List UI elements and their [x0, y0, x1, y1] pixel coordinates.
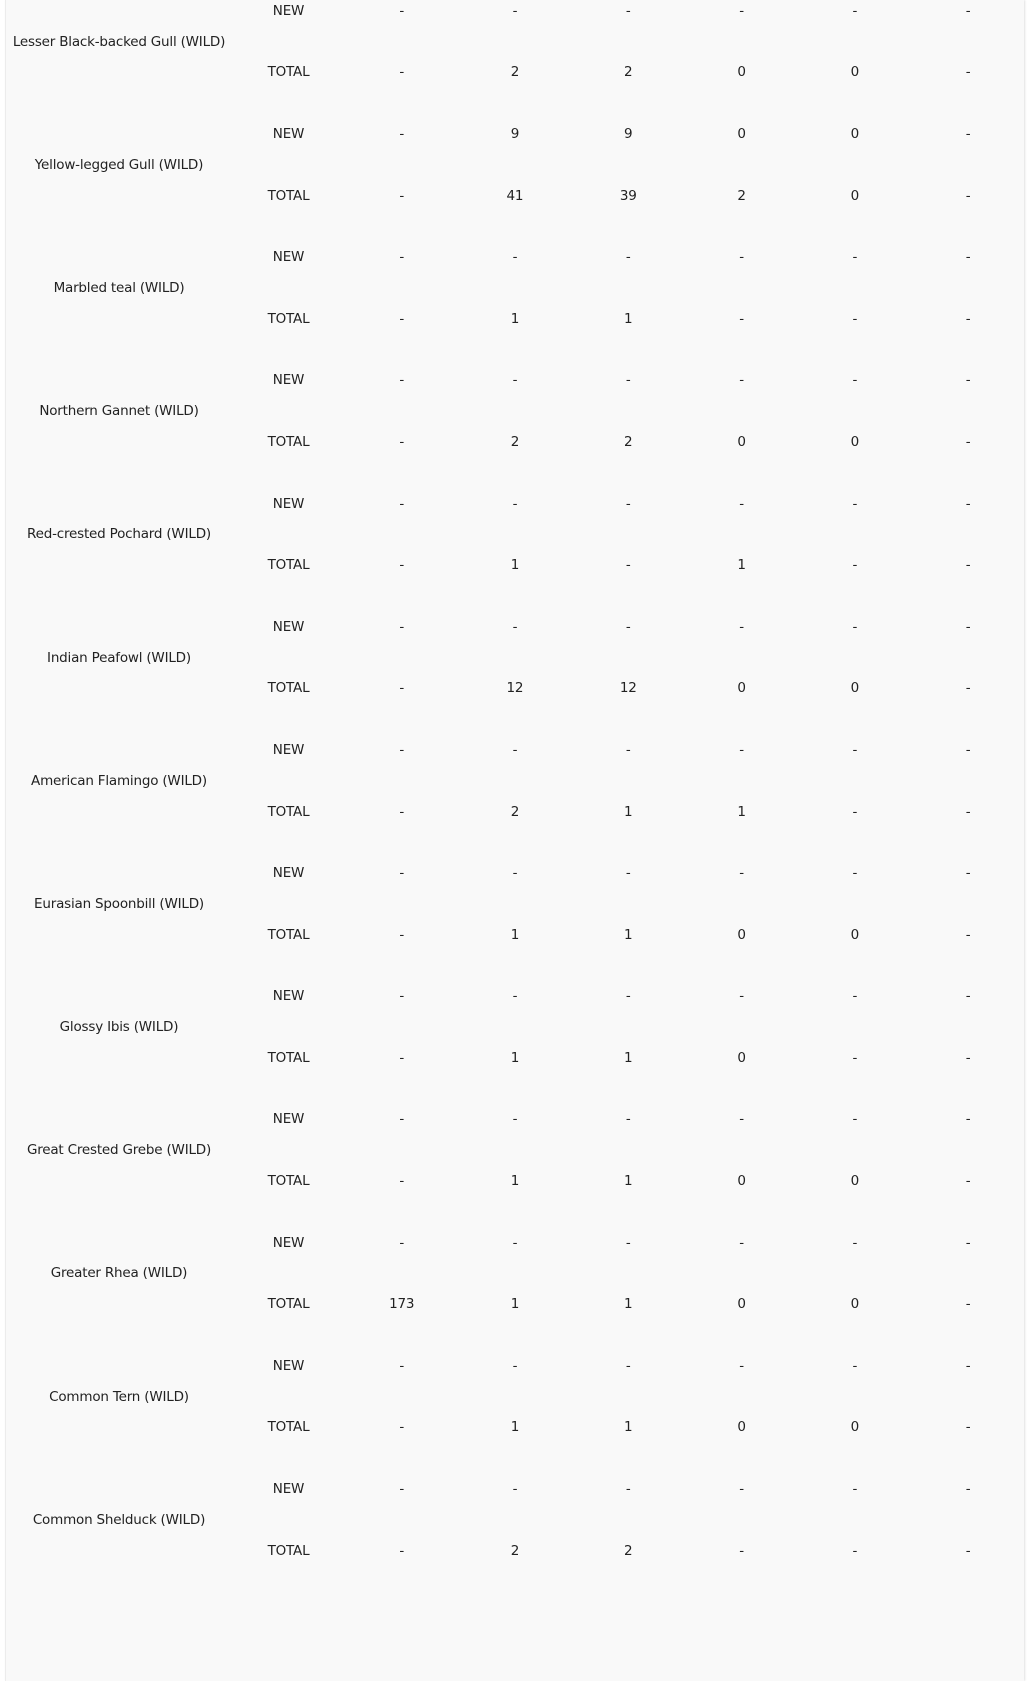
table-row-new [6, 596, 1025, 658]
total-value-cell: - [399, 310, 404, 327]
total-value-cell: 1 [624, 1419, 633, 1436]
total-label: TOTAL [267, 557, 310, 574]
total-value-cell: 0 [850, 187, 860, 204]
new-value-cell: - [512, 1481, 518, 1498]
new-value-cell: - [965, 1111, 971, 1128]
new-value-cell: - [625, 618, 631, 635]
total-value-cell: 1 [510, 1296, 520, 1313]
total-value-cell: - [852, 310, 858, 327]
new-value-cell: - [739, 1234, 744, 1251]
species-name: Northern Gannet (WILD) [39, 403, 199, 420]
total-value-cell: 1 [510, 1173, 520, 1190]
species-name: Great Crested Grebe (WILD) [26, 1142, 212, 1159]
total-value-cell: 1 [624, 1049, 633, 1066]
species-stats-body [6, 0, 1025, 1581]
new-value-cell: - [512, 2, 518, 19]
species-stats-table [6, 0, 1025, 1581]
total-value-cell: 0 [850, 1173, 860, 1190]
total-value-cell: 1 [737, 803, 746, 820]
new-value-cell: - [625, 2, 631, 19]
total-value-cell: - [965, 64, 971, 81]
total-value-cell: - [739, 1542, 744, 1559]
total-value-cell: - [965, 1542, 971, 1559]
total-value-cell: - [965, 1419, 971, 1436]
total-value-cell: 1 [624, 310, 633, 327]
species-name: Lesser Black-backed Gull (WILD) [12, 33, 226, 50]
new-value-cell: - [512, 1357, 518, 1374]
species-name: American Flamingo (WILD) [31, 772, 207, 789]
new-value-cell: - [512, 618, 518, 635]
new-value-cell: - [512, 741, 518, 758]
new-value-cell: - [739, 249, 744, 266]
total-value-cell: - [399, 1049, 404, 1066]
new-value-cell: - [739, 372, 744, 389]
new-value-cell: - [399, 372, 404, 389]
total-value-cell: 173 [389, 1296, 415, 1313]
total-value-cell: - [399, 1542, 404, 1559]
new-value-cell: - [739, 988, 744, 1005]
new-value-cell: - [852, 865, 858, 882]
new-label: NEW [272, 249, 305, 266]
total-value-cell: 0 [850, 926, 860, 943]
total-value-cell: 1 [737, 557, 746, 574]
new-value-cell: - [739, 1357, 744, 1374]
new-value-cell: - [852, 1481, 858, 1498]
new-value-cell: - [399, 1357, 404, 1374]
new-value-cell: - [739, 1481, 744, 1498]
total-value-cell: - [852, 803, 858, 820]
total-value-cell: 39 [619, 187, 637, 204]
total-value-cell: 12 [619, 680, 637, 697]
total-label: TOTAL [267, 926, 310, 943]
total-value-cell: - [399, 803, 404, 820]
total-value-cell: - [965, 1296, 971, 1313]
new-value-cell: - [852, 2, 858, 19]
table-row-new [6, 226, 1025, 288]
total-value-cell: 2 [737, 187, 746, 204]
total-value-cell: 0 [850, 1296, 860, 1313]
new-value-cell: - [965, 1357, 971, 1374]
new-value-cell: - [852, 988, 858, 1005]
total-value-cell: 0 [737, 680, 746, 697]
new-value-cell: - [625, 865, 631, 882]
total-value-cell: 1 [510, 557, 520, 574]
new-label: NEW [272, 2, 305, 19]
species-name: Marbled teal (WILD) [53, 279, 185, 296]
new-value-cell: - [625, 988, 631, 1005]
new-value-cell: - [852, 1234, 858, 1251]
new-value-cell: - [399, 495, 404, 512]
new-value-cell: - [965, 1234, 971, 1251]
new-label: NEW [272, 495, 305, 512]
total-value-cell: 0 [737, 926, 746, 943]
new-value-cell: - [852, 249, 858, 266]
total-value-cell: - [399, 557, 404, 574]
new-label: NEW [272, 1234, 305, 1251]
species-name: Common Shelduck (WILD) [32, 1511, 206, 1528]
total-value-cell: 0 [850, 64, 860, 81]
total-value-cell: - [852, 1049, 858, 1066]
total-label: TOTAL [267, 1173, 310, 1190]
new-value-cell: - [625, 1111, 631, 1128]
new-value-cell: - [739, 495, 744, 512]
new-label: NEW [272, 1111, 305, 1128]
total-value-cell: 1 [624, 1296, 633, 1313]
table-row-new [6, 473, 1025, 535]
total-value-cell: - [739, 310, 744, 327]
total-value-cell: - [852, 557, 858, 574]
total-value-cell: 2 [510, 1542, 520, 1559]
total-value-cell: - [399, 1419, 404, 1436]
total-value-cell: 0 [850, 680, 860, 697]
new-value-cell: - [512, 1111, 518, 1128]
total-value-cell: 2 [510, 433, 520, 450]
total-value-cell: - [852, 1542, 858, 1559]
table-row-new [6, 350, 1025, 412]
total-value-cell: 0 [737, 1419, 746, 1436]
new-value-cell: - [965, 249, 971, 266]
new-value-cell: - [965, 988, 971, 1005]
table-row-new [6, 719, 1025, 781]
new-value-cell: - [512, 1234, 518, 1251]
new-value-cell: - [965, 2, 971, 19]
new-label: NEW [272, 372, 305, 389]
total-label: TOTAL [267, 1049, 310, 1066]
new-value-cell: - [739, 865, 744, 882]
new-value-cell: - [399, 741, 404, 758]
new-value-cell: - [965, 865, 971, 882]
total-value-cell: 41 [506, 187, 524, 204]
table-row-new [6, 1335, 1025, 1397]
new-label: NEW [272, 865, 305, 882]
species-name: Greater Rhea (WILD) [50, 1265, 188, 1282]
new-value-cell: - [852, 741, 858, 758]
new-value-cell: - [399, 988, 404, 1005]
species-name: Eurasian Spoonbill (WILD) [34, 895, 204, 912]
total-value-cell: - [399, 1173, 404, 1190]
new-value-cell: 9 [624, 125, 633, 142]
total-value-cell: 0 [850, 1419, 860, 1436]
new-value-cell: - [625, 1481, 631, 1498]
new-value-cell: - [965, 741, 971, 758]
new-value-cell: - [512, 988, 518, 1005]
total-value-cell: - [965, 1049, 971, 1066]
total-value-cell: - [625, 557, 631, 574]
new-value-cell: - [399, 1234, 404, 1251]
total-label: TOTAL [267, 433, 310, 450]
new-label: NEW [272, 988, 305, 1005]
table-row-new [6, 842, 1025, 904]
new-value-cell: - [399, 1481, 404, 1498]
new-label: NEW [272, 1357, 305, 1374]
total-value-cell: 1 [510, 310, 520, 327]
total-value-cell: - [399, 187, 404, 204]
total-value-cell: 2 [624, 1542, 633, 1559]
total-value-cell: - [965, 433, 971, 450]
new-value-cell: - [852, 1111, 858, 1128]
total-value-cell: - [399, 926, 404, 943]
total-value-cell: - [965, 803, 971, 820]
total-value-cell: - [965, 187, 971, 204]
new-label: NEW [272, 618, 305, 635]
total-label: TOTAL [267, 680, 310, 697]
total-value-cell: 0 [737, 1049, 746, 1066]
table-row-new [6, 1458, 1025, 1520]
table-row-new [6, 0, 1025, 42]
table-row-new [6, 966, 1025, 1028]
total-value-cell: 0 [850, 433, 860, 450]
total-value-cell: 1 [624, 926, 633, 943]
new-value-cell: - [739, 741, 744, 758]
new-value-cell: - [852, 495, 858, 512]
total-value-cell: - [399, 64, 404, 81]
total-value-cell: 0 [737, 1173, 746, 1190]
new-value-cell: - [625, 372, 631, 389]
new-value-cell: - [399, 125, 404, 142]
total-value-cell: 1 [510, 1049, 520, 1066]
total-label: TOTAL [267, 1542, 310, 1559]
total-value-cell: - [965, 926, 971, 943]
table-row-new [6, 103, 1025, 165]
new-value-cell: - [625, 1357, 631, 1374]
new-value-cell: - [852, 618, 858, 635]
total-value-cell: 0 [737, 433, 746, 450]
new-value-cell: - [625, 249, 631, 266]
total-label: TOTAL [267, 64, 310, 81]
total-value-cell: 1 [510, 926, 520, 943]
total-value-cell: 2 [624, 433, 633, 450]
species-name: Common Tern (WILD) [49, 1388, 189, 1405]
new-value-cell: - [512, 865, 518, 882]
new-label: NEW [272, 1481, 305, 1498]
new-value-cell: 0 [737, 125, 746, 142]
total-value-cell: 2 [624, 64, 633, 81]
species-name: Yellow-legged Gull (WILD) [34, 156, 204, 173]
new-value-cell: - [739, 618, 744, 635]
total-value-cell: 2 [510, 803, 520, 820]
new-value-cell: - [512, 372, 518, 389]
total-value-cell: - [965, 557, 971, 574]
total-value-cell: - [965, 680, 971, 697]
new-value-cell: - [399, 249, 404, 266]
new-value-cell: - [965, 125, 971, 142]
total-label: TOTAL [267, 187, 310, 204]
new-label: NEW [272, 741, 305, 758]
new-value-cell: - [625, 1234, 631, 1251]
new-value-cell: - [512, 495, 518, 512]
new-value-cell: - [965, 372, 971, 389]
total-value-cell: - [399, 680, 404, 697]
total-value-cell: - [965, 1173, 971, 1190]
new-value-cell: - [739, 2, 744, 19]
total-value-cell: 1 [624, 803, 633, 820]
new-value-cell: - [399, 865, 404, 882]
new-value-cell: - [399, 2, 404, 19]
new-label: NEW [272, 125, 305, 142]
total-value-cell: - [399, 433, 404, 450]
new-value-cell: - [625, 741, 631, 758]
table-row-new [6, 1212, 1025, 1274]
species-name: Indian Peafowl (WILD) [47, 649, 191, 666]
new-value-cell: - [399, 618, 404, 635]
new-value-cell: - [852, 372, 858, 389]
new-value-cell: - [739, 1111, 744, 1128]
new-value-cell: - [965, 1481, 971, 1498]
species-stats-panel [5, 0, 1024, 1681]
total-value-cell: 1 [510, 1419, 520, 1436]
new-value-cell: - [399, 1111, 404, 1128]
total-value-cell: - [965, 310, 971, 327]
total-label: TOTAL [267, 1419, 310, 1436]
new-value-cell: 9 [510, 125, 520, 142]
species-name: Red-crested Pochard (WILD) [27, 526, 211, 543]
total-value-cell: 1 [624, 1173, 633, 1190]
total-value-cell: 2 [510, 64, 520, 81]
total-label: TOTAL [267, 310, 310, 327]
species-name: Glossy Ibis (WILD) [59, 1019, 179, 1036]
new-value-cell: 0 [850, 125, 860, 142]
total-value-cell: 0 [737, 64, 746, 81]
new-value-cell: - [965, 618, 971, 635]
total-value-cell: 12 [506, 680, 524, 697]
new-value-cell: - [852, 1357, 858, 1374]
new-value-cell: - [965, 495, 971, 512]
total-label: TOTAL [267, 1296, 310, 1313]
table-row-new [6, 1089, 1025, 1151]
total-label: TOTAL [267, 803, 310, 820]
new-value-cell: - [512, 249, 518, 266]
total-value-cell: 0 [737, 1296, 746, 1313]
new-value-cell: - [625, 495, 631, 512]
